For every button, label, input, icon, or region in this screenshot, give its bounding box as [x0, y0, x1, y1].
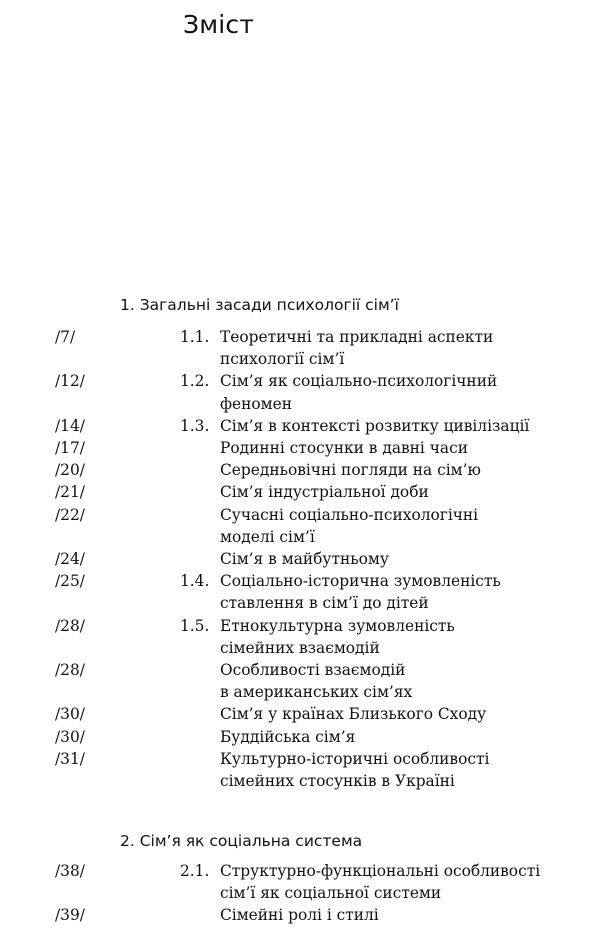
toc-entry-title: Теоретичні та прикладні аспекти психології сім’ї	[220, 328, 494, 369]
toc-entry-title: Сім’я в майбутньому	[220, 550, 389, 569]
toc-page-number: /28/	[55, 661, 85, 680]
toc-entry	[0, 904, 600, 926]
toc-entry-title: Сім’я індустріальної доби	[220, 483, 429, 502]
toc-entry-title: Культурно-історичні особливості сімейних стосунків в Україні	[220, 749, 490, 791]
toc-entry	[0, 726, 600, 748]
toc-entry	[0, 748, 600, 792]
toc-entry	[0, 570, 600, 614]
toc-entry-number: 1.2.	[180, 372, 210, 391]
toc-list-section-1	[0, 326, 600, 792]
page-title: Зміст	[183, 10, 255, 39]
toc-entry-number: 2.1.	[180, 862, 210, 880]
toc-entry	[0, 459, 600, 481]
toc-entry-title: Сім’я в контексті розвитку цивілізації	[220, 416, 530, 435]
toc-entry-title: Сім’я у країнах Близького Сходу	[220, 705, 487, 724]
toc-entry-number: 1.5.	[180, 616, 210, 635]
toc-entry	[0, 437, 600, 459]
toc-entry-number: 1.3.	[180, 416, 210, 435]
toc-entry	[0, 481, 600, 503]
toc-list-section-2	[0, 860, 600, 927]
toc-entry-title: Особливості взаємодій в американських сім’ях	[220, 661, 413, 702]
toc-page-number: /28/	[55, 616, 85, 635]
section-heading-2: 2. Сім’я як соціальна система	[120, 832, 363, 850]
toc-entry-title: Структурно-функціональні особливості сім’ї як соціальної системи	[220, 862, 541, 903]
toc-entry	[0, 370, 600, 414]
toc-page-number: /12/	[55, 372, 85, 391]
toc-entry-title: Родинні стосунки в давні часи	[220, 439, 468, 458]
toc-page-number: /38/	[55, 862, 85, 880]
toc-page-number: /21/	[55, 483, 85, 502]
toc-entry	[0, 504, 600, 548]
toc-entry	[0, 415, 600, 437]
toc-page-number: /24/	[55, 550, 85, 569]
toc-entry	[0, 615, 600, 659]
toc-entry	[0, 703, 600, 725]
toc-entry-title: Сучасні соціально-психологічні моделі сім’ї	[220, 505, 479, 546]
toc-entry-title: Етнокультурна зумовленість сімейних взаємодій	[220, 616, 455, 657]
toc-entry	[0, 860, 600, 904]
toc-page-number: /17/	[55, 439, 85, 458]
toc-entry	[0, 548, 600, 570]
toc-entry-title: Сім’я як соціально-психологічний феномен	[220, 372, 498, 413]
toc-page-number: /30/	[55, 727, 85, 746]
toc-entry-title: Буддійська сім’я	[220, 727, 356, 746]
toc-page-number: /14/	[55, 416, 85, 435]
toc-entry-number: 1.4.	[180, 572, 210, 591]
section-heading-1: 1. Загальні засади психології сім’ї	[120, 296, 399, 314]
toc-page-number: /7/	[55, 328, 76, 346]
toc-entry-title: Середньовічні погляди на сім’ю	[220, 461, 481, 480]
toc-page-number: /20/	[55, 461, 85, 480]
toc-page-number: /25/	[55, 572, 85, 591]
toc-page-number: /30/	[55, 705, 85, 724]
toc-entry	[0, 659, 600, 703]
toc-page-number: /39/	[55, 906, 85, 925]
toc-page-number: /31/	[55, 749, 85, 768]
toc-page-number: /22/	[55, 505, 85, 524]
toc-entry-title: Соціально-історична зумовленість ставлення в сім’ї до дітей	[220, 572, 501, 613]
toc-entry	[0, 326, 600, 370]
toc-entry-title: Сімейні ролі і стилі	[220, 906, 379, 925]
toc-entry-number: 1.1.	[180, 328, 210, 346]
